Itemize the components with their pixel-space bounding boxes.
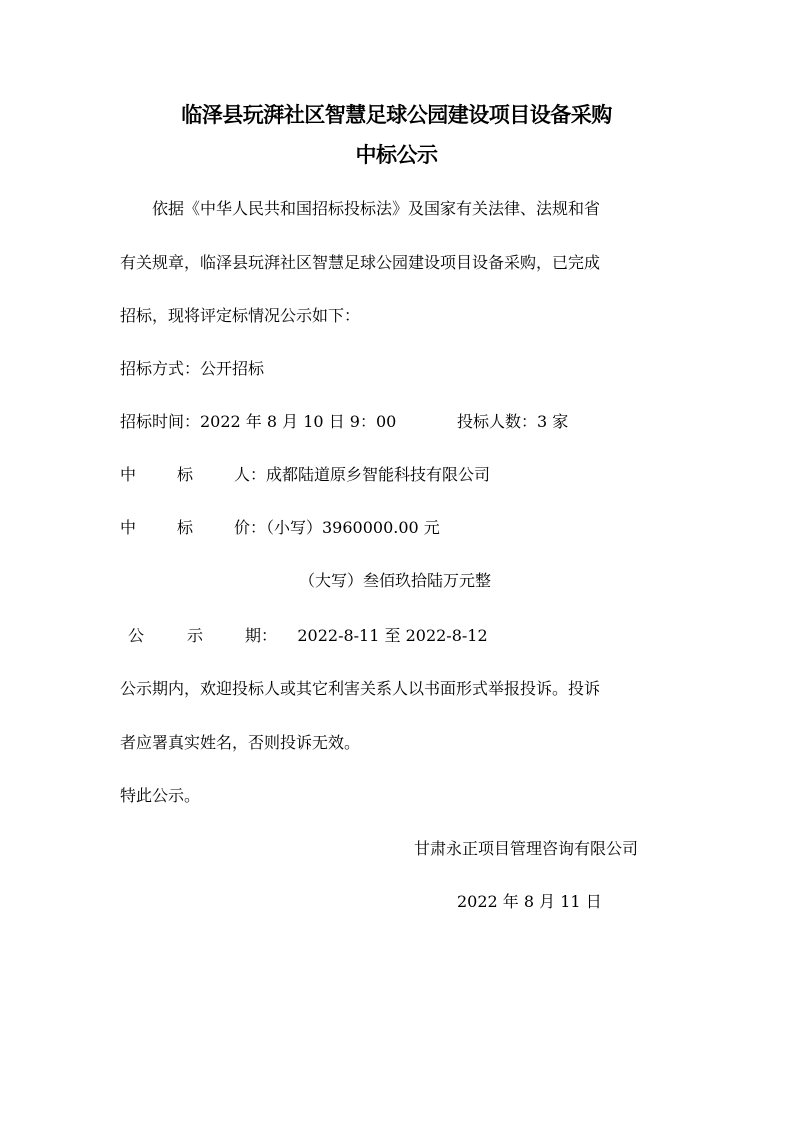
winner-value: ：成都陆道原乡智能科技有限公司 <box>250 465 491 484</box>
winner-row <box>0 465 793 485</box>
period-row <box>0 626 793 646</box>
price-lowercase-value: ：（小写）3960000.00 元 <box>250 518 440 537</box>
period-label-char-1: 公 <box>128 626 145 645</box>
intro-paragraph-line2: 有关规章，临泽县玩湃社区智慧足球公园建设项目设备采购，已完成 <box>120 253 601 272</box>
document-title-line2: 中标公示 <box>355 143 438 167</box>
closing-remark: 特此公示。 <box>120 786 201 805</box>
period-label-char-2: 示 <box>187 626 204 645</box>
intro-paragraph-line1: 依据《中华人民共和国招标投标法》及国家有关法律、法规和省 <box>152 199 601 218</box>
tender-method: 招标方式：公开招标 <box>120 359 265 378</box>
price-label-char-1: 中 <box>120 518 137 537</box>
price-label-char-2: 标 <box>177 518 194 537</box>
intro-paragraph-line3: 招标，现将评定标情况公示如下： <box>120 306 361 325</box>
price-row <box>0 518 793 538</box>
document-title-line1: 临泽县玩湃社区智慧足球公园建设项目设备采购 <box>181 103 612 127</box>
period-label-char-3: 期 <box>245 626 262 645</box>
notice-paragraph-line1: 公示期内，欢迎投标人或其它利害关系人以书面形式举报投诉。投诉 <box>120 679 601 698</box>
price-label-char-3: 价 <box>234 518 251 537</box>
winner-label-char-1: 中 <box>120 465 137 484</box>
notice-paragraph-line2: 者应署真实姓名，否则投诉无效。 <box>120 733 361 752</box>
period-value: ： 2022-8-11 至 2022-8-12 <box>261 626 488 645</box>
bidder-count: 投标人数：3 家 <box>457 412 569 431</box>
signature-date: 2022 年 8 月 11 日 <box>457 892 602 911</box>
winner-label-char-2: 标 <box>177 465 194 484</box>
tender-time: 招标时间：2022 年 8 月 10 日 9：00 <box>120 412 397 431</box>
signature-company: 甘肃永正项目管理咨询有限公司 <box>414 839 639 858</box>
winner-label-char-3: 人 <box>234 465 251 484</box>
price-uppercase-value: （大写）叁佰玖拾陆万元整 <box>299 571 492 590</box>
